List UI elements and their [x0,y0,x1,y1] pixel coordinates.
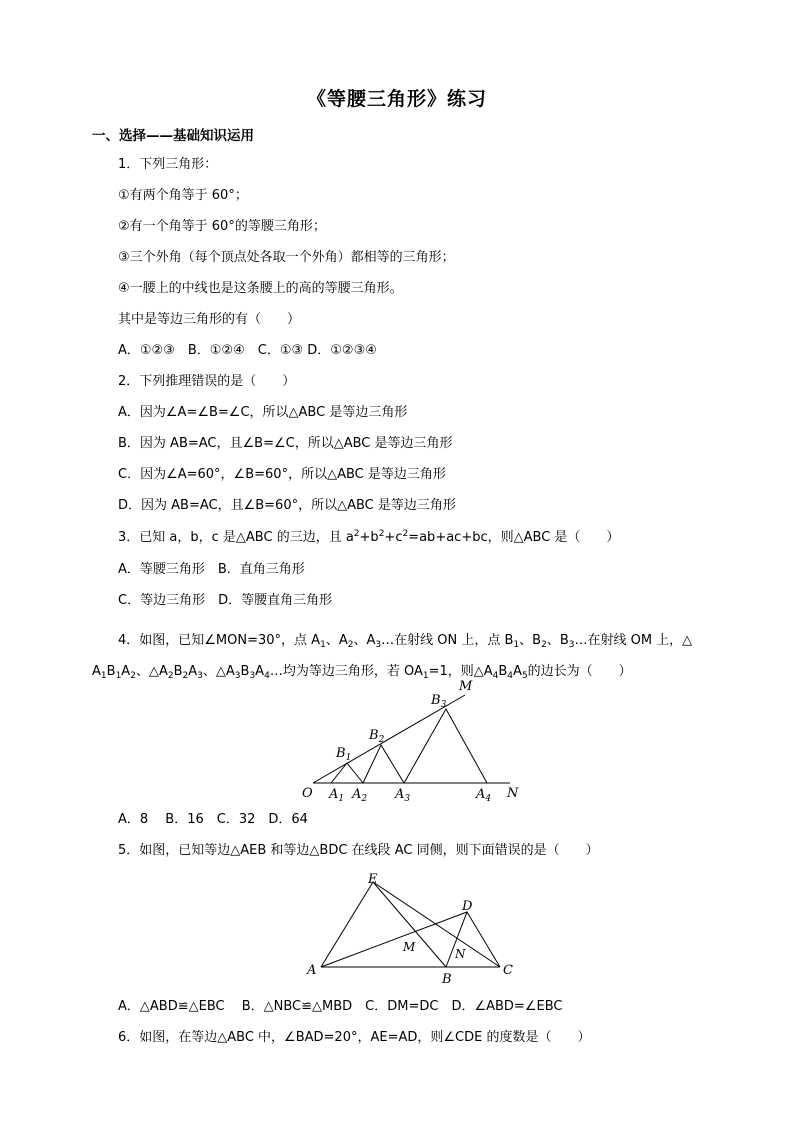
triangle-1 [331,763,363,783]
q1-stem: 1．下列三角形： [118,157,218,172]
q3-options-line-2: C．等边三角形 D．等腰直角三角形 [118,593,333,608]
q3-options-line-1: A．等腰三角形 B．直角三角形 [118,562,305,577]
page-title: 《等腰三角形》练习 [306,88,487,110]
label-d: D [462,899,473,914]
triangle-3 [404,709,487,783]
label-m: M [403,940,416,954]
label-n: N [507,786,519,801]
label-a: A [307,963,317,978]
q2-stem: 2．下列推理错误的是（ ） [118,374,296,389]
figure-equilateral-triangles [300,868,525,988]
segment-ad [321,912,467,967]
label-a4: $A_4$ [476,787,492,804]
label-a2: $A_2$ [352,787,368,804]
label-b: B [442,972,452,987]
q1-item-3: ③三个外角（每个顶点处各取一个外角）都相等的三角形； [118,250,455,265]
q3-stem: 3．已知 a，b，c 是△ABC 的三边，且 $a^2+b^2+c^2=ab+ac+bc$，则△ABC 是（ ） [118,529,620,545]
q2-option-d: D．因为 AB=AC，且∠B=60°，所以△ABC 是等边三角形 [118,498,456,513]
q1-item-4: ④一腰上的中线也是这条腰上的高的等腰三角形。 [118,281,403,296]
segment-ec [373,882,500,967]
label-o: O [302,786,313,801]
label-b2: $B_2$ [369,728,385,745]
label-m: M [459,679,473,694]
triangle-aeb [321,882,446,967]
q4-options: A．8 B．16 C．32 D．64 [118,812,308,827]
label-a3: $A_3$ [395,787,411,804]
label-a1: $A_1$ [329,787,345,804]
q5-options: A．△ABD≌△EBC B．△NBC≌△MBD C．DM=DC D．∠ABD=∠EBC [118,999,563,1014]
q2-option-a: A．因为∠A=∠B=∠C，所以△ABC 是等边三角形 [118,405,408,420]
q1-question: 其中是等边三角形的有（ ） [118,312,301,327]
q5-stem: 5．如图，已知等边△AEB 和等边△BDC 在线段 AC 同侧，则下面错误的是（ ） [118,843,599,858]
q2-option-b: B．因为 AB=AC，且∠B=∠C，所以△ABC 是等边三角形 [118,436,453,451]
q1-item-2: ②有一个角等于 60°的等腰三角形； [118,219,326,234]
q1-options: A．①②③ B．①②④ C．①③ D．①②③④ [118,343,377,358]
figure-mon-triangles [290,676,530,806]
q1-item-1: ①有两个角等于 60°； [118,188,248,203]
label-b3: $B_3$ [431,693,447,710]
q2-option-c: C．因为∠A=60°，∠B=60°，所以△ABC 是等边三角形 [118,467,446,482]
label-e: E [368,872,378,887]
section-heading: 一、选择——基础知识运用 [92,128,254,144]
q6-stem: 6．如图，在等边△ABC 中，∠BAD=20°，AE=AD，则∠CDE 的度数是（ ） [118,1030,591,1045]
q4-stem: 4．如图，已知∠MON=30°，点 $A_1$、$A_2$、$A_3\dots$在射线 ON 上，点 $B_1$、$B_2$、$B_3\dots$在射线 OM 上，△ $A_1B_1A_2$、$\triangle A_2B_2A_3$、$\triangle A_3B_3A_4\dots$均为等边三角形，若 $OA_1=1$，则$\triangle A_4B_4A_5$的边长为（ ） [92,633,693,681]
label-n: N [455,947,466,961]
label-c: C [503,963,513,978]
label-b1: $B_1$ [336,746,352,763]
